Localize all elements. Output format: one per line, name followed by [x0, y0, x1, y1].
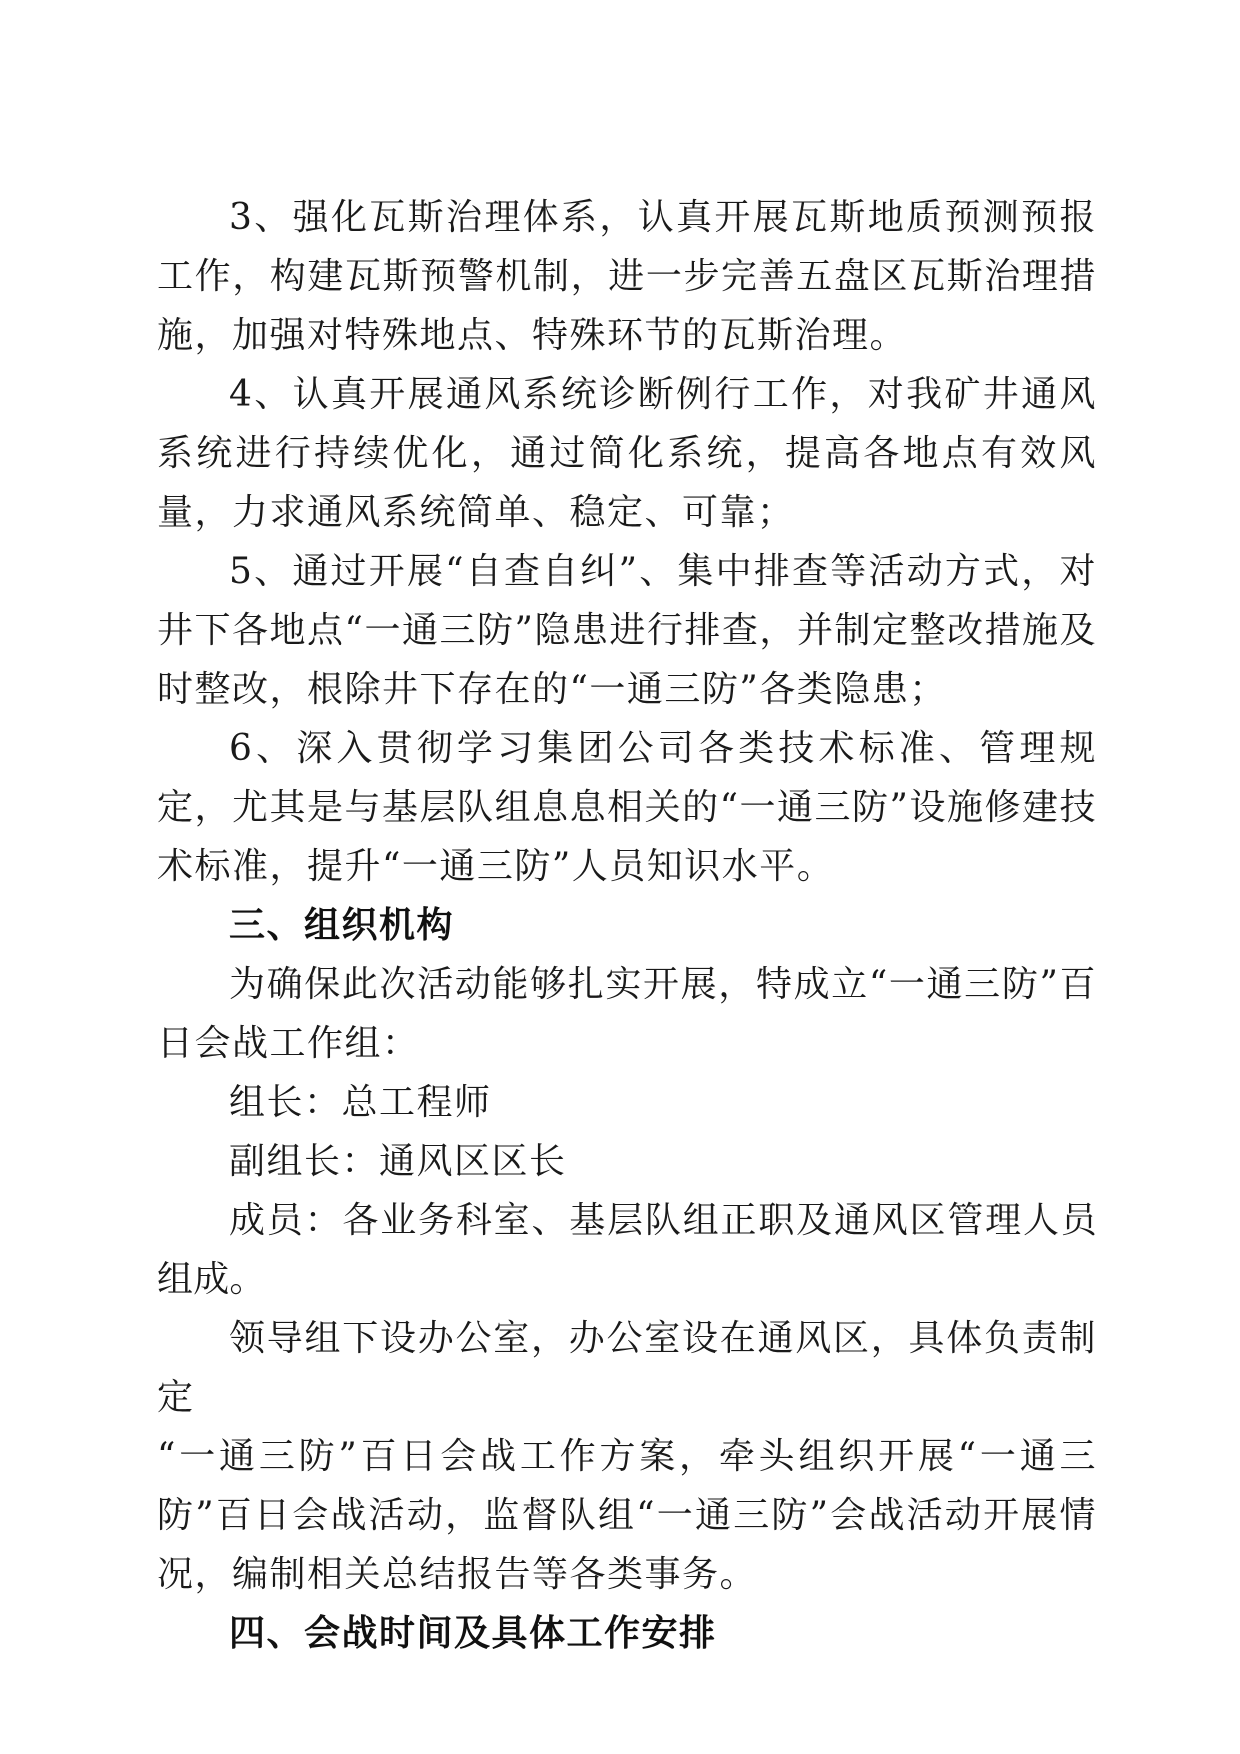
paragraph-item-3: 3、强化瓦斯治理体系，认真开展瓦斯地质预测预报工作，构建瓦斯预警机制，进一步完善五盘区瓦斯治理措施，加强对特殊地点、特殊环节的瓦斯治理。 — [157, 197, 1097, 356]
paragraph-item-6: 6、深入贯彻学习集团公司各类技术标准、管理规定，尤其是与基层队组息息相关的“一通三防”设施修建技术标准，提升“一通三防”人员知识水平。 — [157, 728, 1097, 887]
paragraph-deputy-leader: 副组长：通风区区长 — [229, 1141, 567, 1182]
paragraph-office-first-line: 领导组下设办公室，办公室设在通风区，具体负责制定 — [157, 1318, 1097, 1418]
paragraph-office-duties: “一通三防”百日会战工作方案，牵头组织开展“一通三防”百日会战活动，监督队组“一通三防”会战活动开展情况，编制相关总结报告等各类事务。 — [157, 1436, 1097, 1595]
paragraph-item-4: 4、认真开展通风系统诊断例行工作，对我矿井通风系统进行持续优化，通过简化系统，提高各地点有效风量，力求通风系统简单、稳定、可靠； — [157, 374, 1097, 533]
paragraph-group-leader: 组长：总工程师 — [229, 1082, 492, 1123]
document-body — [157, 188, 1097, 1663]
paragraph-members: 成员：各业务科室、基层队组正职及通风区管理人员组成。 — [157, 1200, 1097, 1300]
section-heading-organization: 三、组织机构 — [229, 905, 455, 946]
section-heading-schedule: 四、会战时间及具体工作安排 — [229, 1613, 717, 1654]
paragraph-organization-intro: 为确保此次活动能够扎实开展，特成立“一通三防”百日会战工作组： — [157, 964, 1097, 1064]
paragraph-item-5: 5、通过开展“自查自纠”、集中排查等活动方式，对井下各地点“一通三防”隐患进行排查，并制定整改措施及时整改，根除井下存在的“一通三防”各类隐患； — [157, 551, 1097, 710]
